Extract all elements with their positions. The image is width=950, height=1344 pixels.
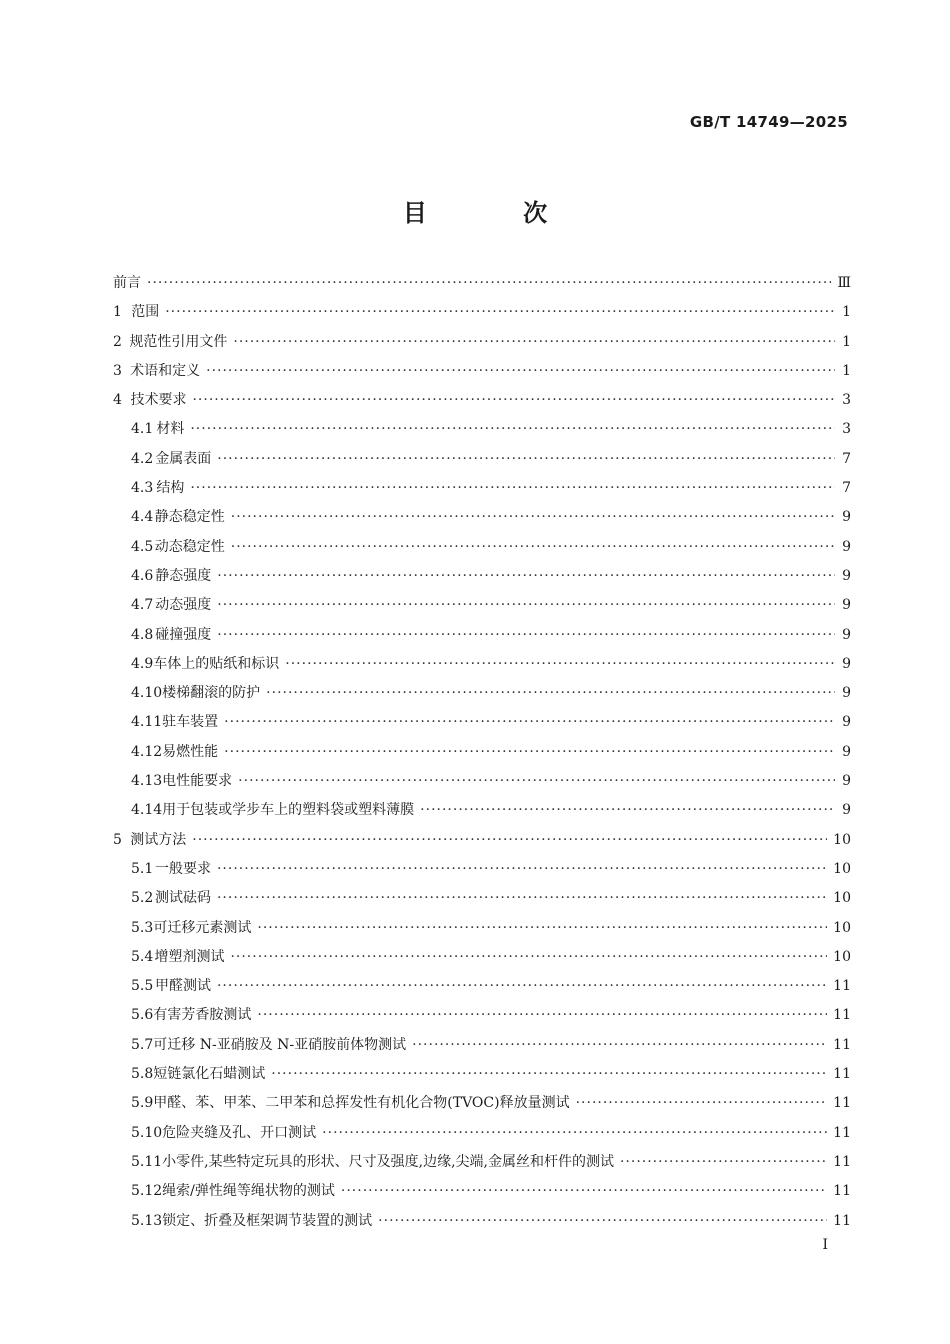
toc-entry[interactable] bbox=[113, 943, 851, 972]
table-of-contents bbox=[113, 269, 851, 1236]
toc-entry-page: 10 bbox=[833, 919, 851, 936]
toc-entry-page: 1 bbox=[842, 362, 851, 379]
dot-leader bbox=[420, 796, 835, 825]
dot-leader bbox=[231, 533, 835, 562]
toc-entry-number: 5.7 bbox=[131, 1036, 154, 1053]
toc-entry-label: 前言 bbox=[113, 275, 141, 291]
dot-leader bbox=[412, 1031, 827, 1060]
toc-entry-label: 车体上的贴纸和标识 bbox=[153, 655, 280, 672]
toc-entry[interactable] bbox=[113, 328, 851, 357]
toc-entry-label: 测试砝码 bbox=[154, 890, 211, 907]
toc-entry[interactable] bbox=[113, 650, 851, 679]
dot-leader bbox=[378, 1207, 827, 1236]
toc-entry-number: 2 bbox=[113, 333, 122, 350]
toc-entry-label: 一般要求 bbox=[154, 860, 211, 877]
toc-entry[interactable] bbox=[113, 1177, 851, 1206]
toc-entry-number: 5.6 bbox=[131, 1007, 154, 1024]
dot-leader bbox=[224, 738, 835, 767]
toc-entry-number: 4.12 bbox=[131, 743, 163, 760]
toc-entry-number: 5.1 bbox=[131, 860, 154, 877]
toc-entry-number: 4 bbox=[113, 392, 122, 409]
toc-entry-number: 4.9 bbox=[131, 655, 154, 672]
dot-leader bbox=[217, 972, 827, 1001]
toc-entry-label: 电性能要求 bbox=[162, 773, 233, 790]
toc-entry-page: 11 bbox=[833, 1007, 851, 1024]
toc-entry-label: 有害芳香胺测试 bbox=[153, 1007, 252, 1024]
dot-leader bbox=[217, 621, 835, 650]
dot-leader bbox=[217, 445, 835, 474]
dot-leader bbox=[322, 1119, 827, 1148]
toc-entry-number: 3 bbox=[113, 362, 122, 379]
toc-entry-page: 9 bbox=[842, 567, 851, 584]
dot-leader bbox=[192, 386, 835, 415]
toc-entry[interactable] bbox=[113, 357, 851, 386]
toc-entry[interactable] bbox=[113, 708, 851, 737]
dot-leader bbox=[192, 826, 827, 855]
toc-entry-number: 4.4 bbox=[131, 509, 154, 526]
toc-entry-number: 5 bbox=[113, 831, 122, 848]
dot-leader bbox=[257, 1001, 827, 1030]
toc-entry-label: 易燃性能 bbox=[162, 743, 219, 760]
toc-entry[interactable] bbox=[113, 855, 851, 884]
toc-entry[interactable] bbox=[113, 679, 851, 708]
toc-entry-page: 10 bbox=[833, 890, 851, 907]
toc-entry[interactable] bbox=[113, 767, 851, 796]
dot-leader bbox=[233, 328, 835, 357]
toc-entry-label: 危险夹缝及孔、开口测试 bbox=[162, 1124, 317, 1141]
toc-entry-page: 9 bbox=[842, 655, 851, 672]
toc-entry-label: 静态稳定性 bbox=[154, 509, 225, 526]
dot-leader bbox=[217, 562, 835, 591]
toc-entry-page: 10 bbox=[833, 860, 851, 877]
toc-entry-page: 3 bbox=[842, 421, 851, 438]
toc-entry-label: 可迁移元素测试 bbox=[153, 919, 252, 936]
toc-entry-number: 4.14 bbox=[131, 802, 163, 819]
toc-entry[interactable] bbox=[113, 1001, 851, 1030]
toc-entry-page: 11 bbox=[833, 1183, 851, 1200]
page-title: 目 次 bbox=[402, 199, 592, 227]
toc-entry-number: 4.7 bbox=[131, 597, 154, 614]
toc-entry-number: 4.11 bbox=[131, 714, 163, 731]
toc-entry-label: 动态稳定性 bbox=[154, 538, 225, 555]
toc-entry-page: 11 bbox=[833, 1124, 851, 1141]
toc-entry-label: 动态强度 bbox=[155, 597, 212, 614]
toc-entry[interactable] bbox=[113, 503, 851, 532]
toc-entry-label: 术语和定义 bbox=[130, 362, 201, 379]
toc-entry-page: 9 bbox=[842, 802, 851, 819]
toc-entry[interactable] bbox=[113, 591, 851, 620]
toc-entry-label: 甲醛测试 bbox=[154, 978, 211, 995]
toc-entry[interactable] bbox=[113, 1089, 851, 1118]
toc-entry[interactable] bbox=[113, 474, 851, 503]
toc-entry-page: 9 bbox=[842, 714, 851, 731]
toc-entry-page: 11 bbox=[833, 1036, 851, 1053]
dot-leader bbox=[217, 884, 827, 913]
toc-entry[interactable] bbox=[113, 533, 851, 562]
toc-entry-label: 可迁移 N-亚硝胺及 N-亚硝胺前体物测试 bbox=[153, 1036, 407, 1053]
toc-entry-number: 4.5 bbox=[131, 538, 154, 555]
toc-entry-number: 4.6 bbox=[131, 567, 154, 584]
toc-entry[interactable] bbox=[113, 1060, 851, 1089]
toc-entry-label: 范围 bbox=[131, 304, 160, 321]
dot-leader bbox=[231, 503, 835, 532]
toc-entry-page: 11 bbox=[833, 978, 851, 995]
toc-entry-label: 增塑剂测试 bbox=[154, 948, 225, 965]
toc-entry[interactable] bbox=[113, 562, 851, 591]
dot-leader bbox=[285, 650, 835, 679]
toc-entry-number: 4.2 bbox=[131, 450, 154, 467]
toc-entry-page: 9 bbox=[842, 685, 851, 702]
toc-entry-page: 9 bbox=[842, 538, 851, 555]
toc-entry-page: 9 bbox=[842, 626, 851, 643]
toc-entry-label: 驻车装置 bbox=[162, 714, 219, 731]
toc-entry[interactable] bbox=[113, 826, 851, 855]
toc-entry-label: 用于包装或学步车上的塑料袋或塑料薄膜 bbox=[162, 802, 415, 819]
toc-entry[interactable] bbox=[113, 386, 851, 415]
toc-entry[interactable] bbox=[113, 1148, 851, 1177]
toc-entry-page: 3 bbox=[842, 392, 851, 409]
toc-entry[interactable] bbox=[113, 298, 851, 327]
toc-entry[interactable] bbox=[113, 972, 851, 1001]
toc-entry-label: 绳索/弹性绳等绳状物的测试 bbox=[162, 1183, 335, 1200]
dot-leader bbox=[165, 298, 835, 327]
toc-entry-label: 材料 bbox=[156, 421, 185, 438]
toc-entry-number: 5.13 bbox=[131, 1212, 163, 1229]
toc-entry-label: 结构 bbox=[156, 480, 185, 497]
toc-entry[interactable] bbox=[113, 1031, 851, 1060]
dot-leader bbox=[341, 1177, 827, 1206]
dot-leader bbox=[620, 1148, 827, 1177]
dot-leader bbox=[224, 708, 835, 737]
toc-entry-page: 11 bbox=[833, 1153, 851, 1170]
toc-entry-label: 静态强度 bbox=[155, 567, 212, 584]
toc-entry-label: 技术要求 bbox=[130, 392, 187, 409]
toc-entry-number: 5.4 bbox=[131, 948, 154, 965]
toc-entry-page: 11 bbox=[833, 1095, 851, 1112]
toc-entry-page: 7 bbox=[842, 480, 851, 497]
toc-entry-label: 测试方法 bbox=[130, 831, 187, 848]
toc-entry-page: Ⅲ bbox=[837, 275, 851, 291]
dot-leader bbox=[257, 914, 827, 943]
toc-entry-number: 5.8 bbox=[131, 1066, 154, 1083]
toc-entry-label: 甲醛、苯、甲苯、二甲苯和总挥发性有机化合物(TVOC)释放量测试 bbox=[153, 1095, 570, 1112]
toc-entry[interactable] bbox=[113, 1119, 851, 1148]
toc-entry-page: 1 bbox=[842, 333, 851, 350]
toc-entry-number: 4.10 bbox=[131, 685, 163, 702]
dot-leader bbox=[206, 357, 835, 386]
toc-entry-page: 9 bbox=[842, 509, 851, 526]
toc-entry-page: 1 bbox=[842, 304, 851, 321]
dot-leader bbox=[217, 855, 827, 884]
toc-entry-page: 9 bbox=[842, 743, 851, 760]
dot-leader bbox=[190, 415, 835, 444]
toc-entry-number: 5.2 bbox=[131, 890, 154, 907]
toc-entry[interactable] bbox=[113, 445, 851, 474]
toc-entry-number: 4.13 bbox=[131, 773, 163, 790]
toc-entry-number: 4.3 bbox=[131, 480, 154, 497]
toc-entry-page: 9 bbox=[842, 773, 851, 790]
toc-entry-number: 4.1 bbox=[131, 421, 154, 438]
standard-code: GB/T 14749—2025 bbox=[689, 113, 848, 131]
toc-entry-number: 5.3 bbox=[131, 919, 154, 936]
toc-entry[interactable] bbox=[113, 621, 851, 650]
toc-entry-number: 5.5 bbox=[131, 978, 154, 995]
toc-entry-label: 小零件,某些特定玩具的形状、尺寸及强度,边缘,尖端,金属丝和杆件的测试 bbox=[162, 1153, 614, 1170]
toc-entry[interactable] bbox=[113, 1207, 851, 1236]
toc-entry-number: 5.10 bbox=[131, 1124, 163, 1141]
toc-entry-page: 7 bbox=[842, 450, 851, 467]
toc-entry-number: 1 bbox=[113, 304, 122, 321]
dot-leader bbox=[238, 767, 835, 796]
toc-entry[interactable] bbox=[113, 269, 851, 298]
dot-leader bbox=[217, 591, 835, 620]
toc-entry-label: 楼梯翻滚的防护 bbox=[162, 685, 261, 702]
dot-leader bbox=[271, 1060, 827, 1089]
toc-entry-label: 碰撞强度 bbox=[155, 626, 212, 643]
toc-entry[interactable] bbox=[113, 796, 851, 825]
toc-entry-number: 5.11 bbox=[131, 1153, 163, 1170]
dot-leader bbox=[147, 269, 831, 298]
dot-leader bbox=[576, 1089, 828, 1118]
toc-entry-label: 规范性引用文件 bbox=[129, 333, 228, 350]
toc-entry[interactable] bbox=[113, 415, 851, 444]
toc-entry-label: 短链氯化石蜡测试 bbox=[153, 1066, 266, 1083]
toc-entry-page: 9 bbox=[842, 597, 851, 614]
footer-page-number: I bbox=[822, 1237, 828, 1253]
dot-leader bbox=[190, 474, 835, 503]
toc-entry-page: 10 bbox=[833, 948, 851, 965]
toc-entry-page: 11 bbox=[833, 1066, 851, 1083]
toc-entry[interactable] bbox=[113, 914, 851, 943]
dot-leader bbox=[230, 943, 827, 972]
toc-entry-number: 5.12 bbox=[131, 1183, 163, 1200]
dot-leader bbox=[266, 679, 835, 708]
toc-entry-label: 金属表面 bbox=[155, 450, 212, 467]
toc-entry-label: 锁定、折叠及框架调节装置的测试 bbox=[162, 1212, 373, 1229]
toc-entry-number: 4.8 bbox=[131, 626, 154, 643]
toc-entry-number: 5.9 bbox=[131, 1095, 154, 1112]
toc-entry-page: 11 bbox=[833, 1212, 851, 1229]
toc-entry[interactable] bbox=[113, 738, 851, 767]
toc-entry[interactable] bbox=[113, 884, 851, 913]
toc-entry-page: 10 bbox=[833, 831, 851, 848]
